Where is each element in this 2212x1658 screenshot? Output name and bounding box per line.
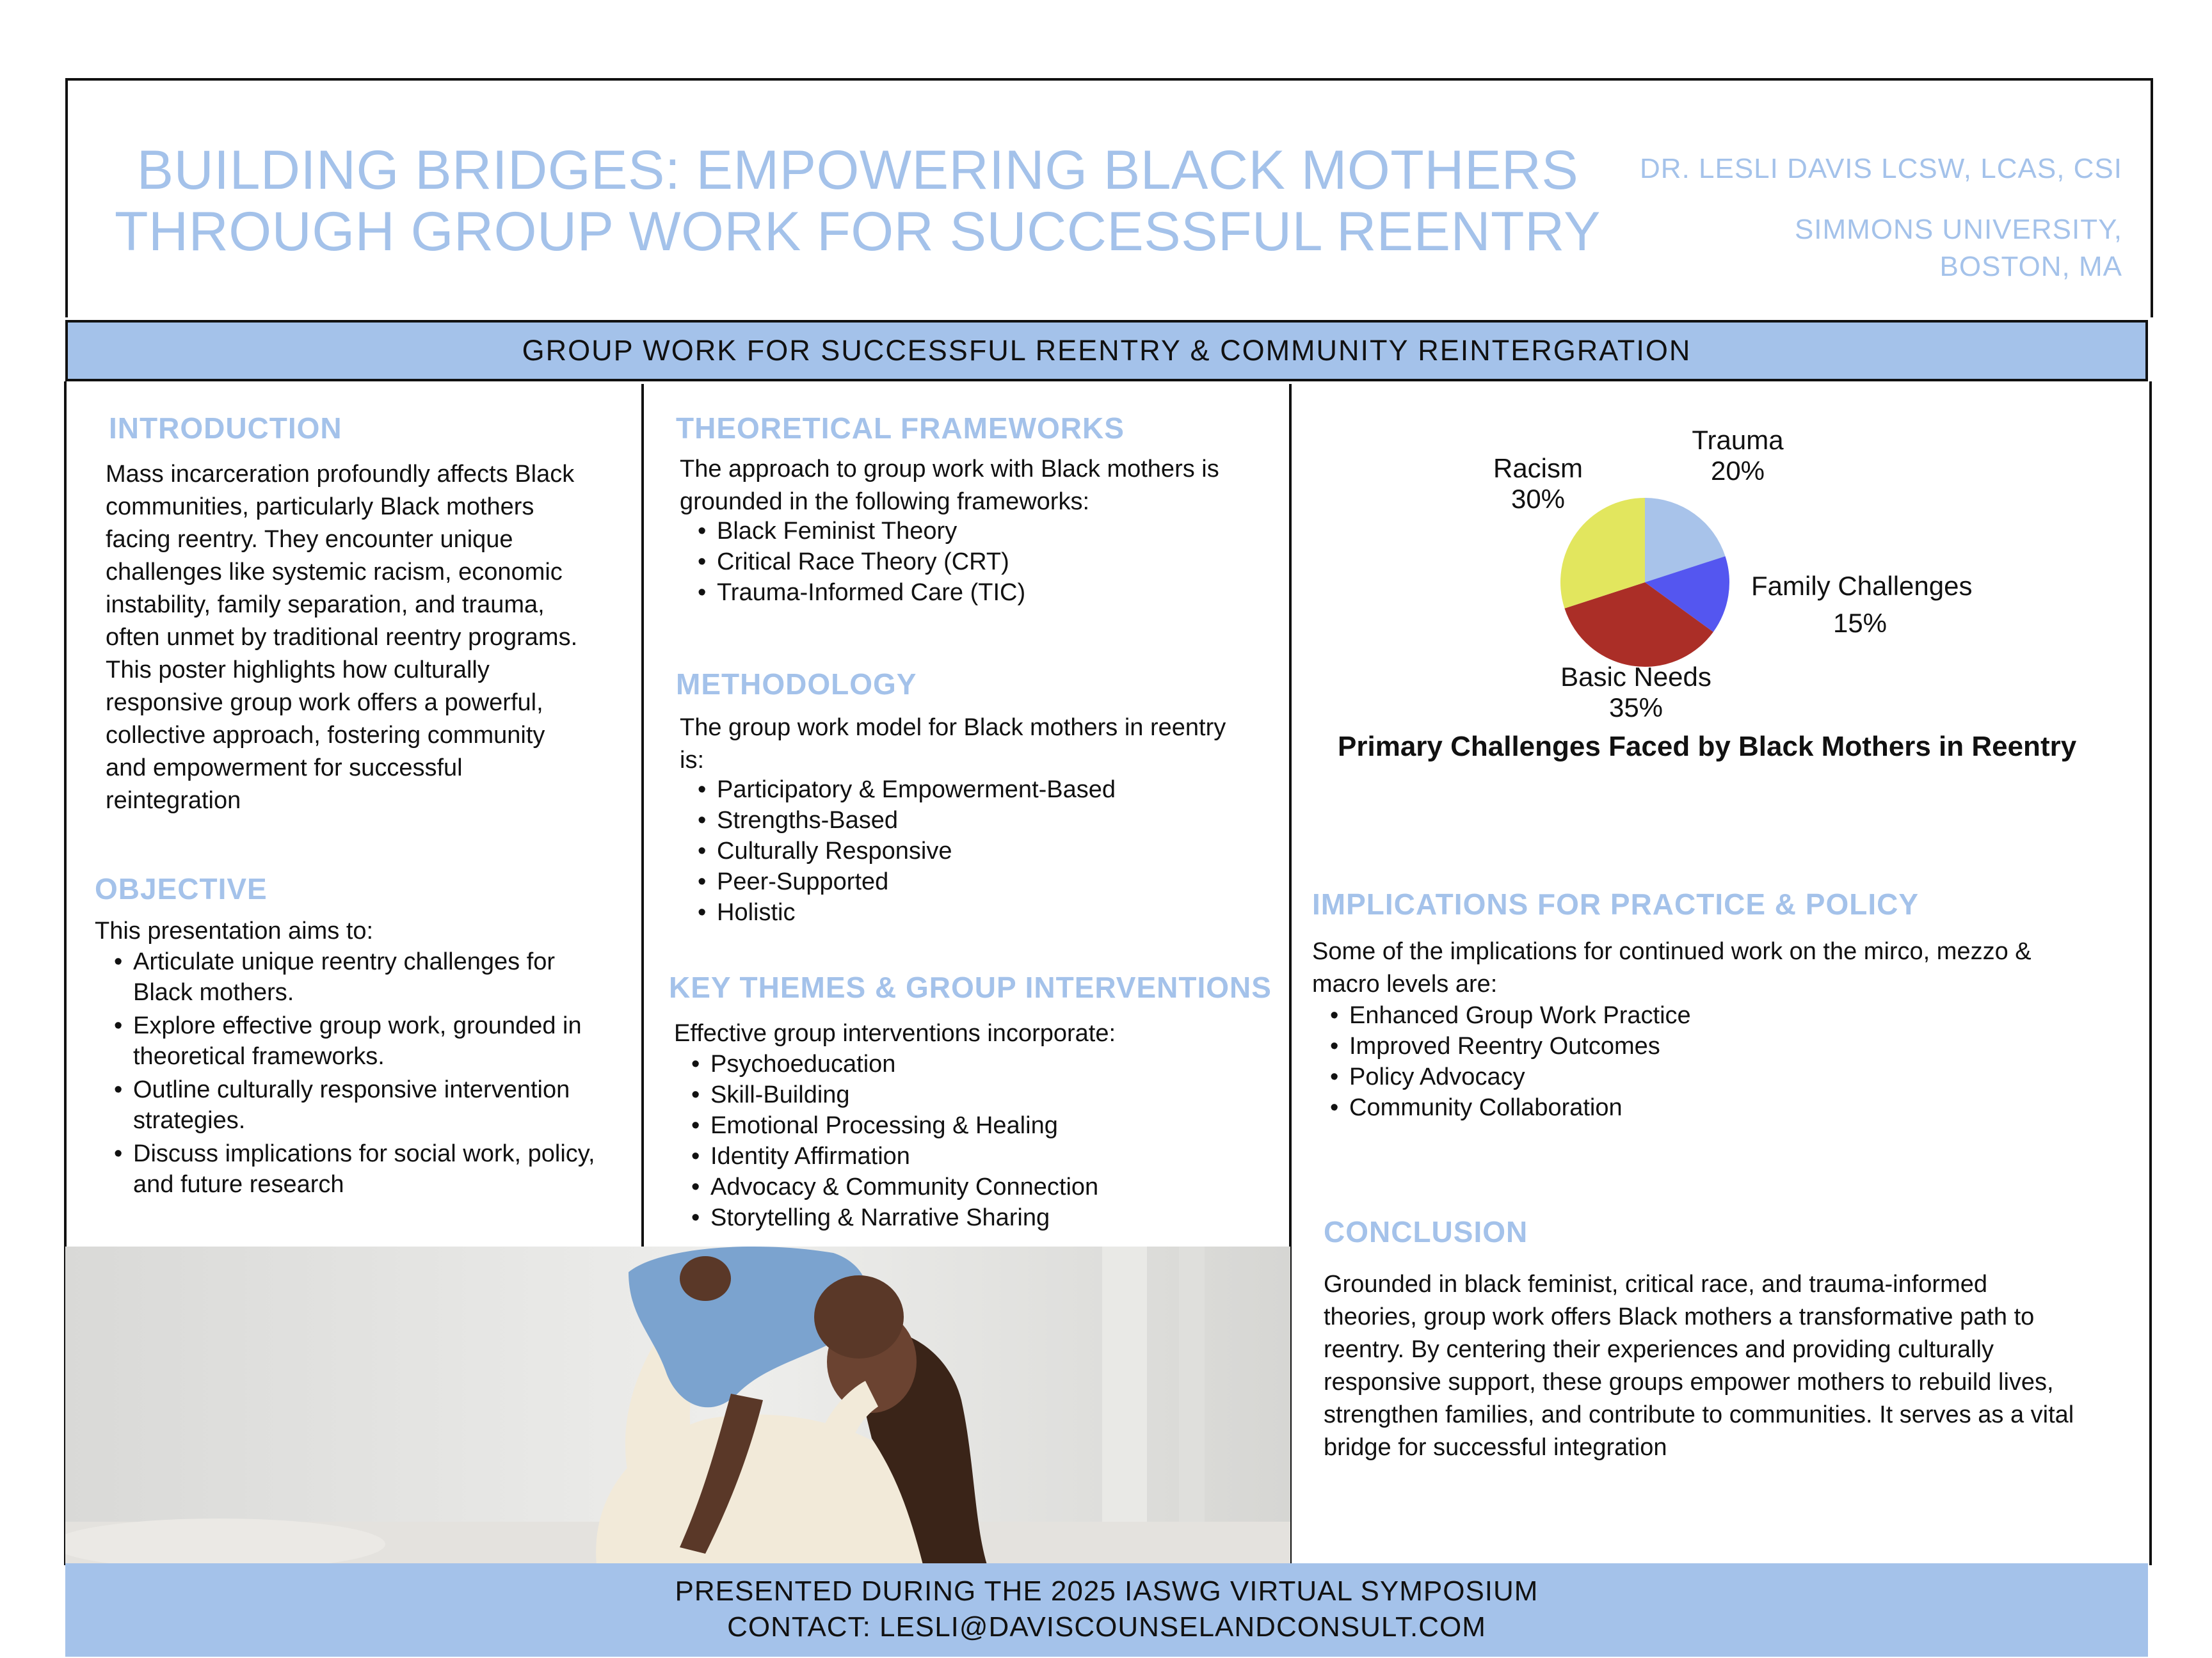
conclusion-body (1324, 1268, 2136, 1464)
conclusion-line: Grounded in black feminist, critical race, and trauma-informed (1324, 1271, 1988, 1298)
introduction-line: collective approach, fostering community (106, 722, 545, 749)
introduction-line: communities, particularly Black mothers (106, 493, 534, 520)
introduction-line: and empowerment for successful (106, 754, 463, 781)
objective-list (96, 946, 671, 1202)
introduction-line: This poster highlights how culturally (106, 657, 490, 683)
objective-item (133, 946, 671, 1008)
implication-item: • Community Collaboration (1349, 1092, 2117, 1123)
pie-label-trauma-value: 20% (1710, 456, 1765, 486)
methodology-heading: METHODOLOGY (676, 667, 917, 701)
chart-title: Primary Challenges Faced by Black Mothers in Reentry (1338, 731, 2077, 762)
objective-item (133, 1138, 671, 1200)
implication-item: • Policy Advocacy (1349, 1062, 2117, 1092)
objective-heading: OBJECTIVE (95, 872, 268, 905)
objective-intro: This presentation aims to: (95, 918, 374, 945)
implication-item: • Improved Reentry Outcomes (1349, 1031, 2117, 1062)
key-theme-item: • Skill-Building (710, 1080, 1306, 1110)
conclusion-line: reentry. By centering their experiences and providing culturally (1324, 1336, 1994, 1363)
introduction-body (106, 458, 637, 817)
methodology-item: • Participatory & Empowerment-Based (717, 774, 1306, 805)
methodology-item: • Culturally Responsive (717, 836, 1306, 866)
implications-intro (1312, 936, 2119, 1001)
implications-intro-line-2: macro levels are: (1312, 971, 1498, 998)
pie-label-racism-value: 30% (1511, 484, 1566, 514)
poster-title (96, 139, 1619, 262)
pie-label-racism (1490, 453, 1586, 514)
conclusion-line: bridge for successful integration (1324, 1434, 1667, 1461)
theoretical-item: • Trauma-Informed Care (TIC) (717, 577, 1306, 608)
methodology-list (680, 774, 1306, 928)
introduction-line: often unmet by traditional reentry programs. (106, 624, 578, 651)
author-name: DR. LESLI DAVIS LCSW, LCAS, CSI (1640, 153, 2122, 184)
introduction-line: reintegration (106, 787, 241, 814)
objective-item-line: • Discuss implications for social work, policy, (133, 1140, 595, 1167)
key-theme-item: • Psychoeducation (710, 1049, 1306, 1080)
title-line-1: BUILDING BRIDGES: EMPOWERING BLACK MOTHERS (136, 139, 1579, 201)
pie-label-basic-needs (1553, 662, 1719, 723)
introduction-line: instability, family separation, and trauma, (106, 591, 545, 618)
pie-label-trauma-name: Trauma (1692, 425, 1784, 455)
implication-item: • Enhanced Group Work Practice (1349, 1000, 2117, 1031)
pie-label-family (1751, 571, 1973, 639)
pie-label-racism-name: Racism (1493, 453, 1583, 483)
objective-item-line: and future research (133, 1171, 344, 1198)
theoretical-heading: THEORETICAL FRAMEWORKS (676, 411, 1125, 445)
conclusion-line: theories, group work offers Black mothers a transformative path to (1324, 1303, 2035, 1330)
footer-symposium: PRESENTED DURING THE 2025 IASWG VIRTUAL SYMPOSIUM (675, 1575, 1539, 1607)
introduction-line: facing reentry. They encounter unique (106, 526, 513, 553)
objective-item-line: • Outline culturally responsive intervention (133, 1076, 570, 1103)
affiliation-line-1: SIMMONS UNIVERSITY, (1794, 214, 2122, 245)
key-themes-heading: KEY THEMES & GROUP INTERVENTIONS (669, 971, 1272, 1004)
mother-and-baby-photo (65, 1247, 1290, 1565)
key-themes-list (673, 1049, 1306, 1233)
conclusion-line: responsive support, these groups empower mothers to rebuild lives, (1324, 1369, 2054, 1396)
introduction-line: Mass incarceration profoundly affects Black (106, 461, 575, 488)
methodology-item: • Strengths-Based (717, 805, 1306, 836)
objective-item-line: strategies. (133, 1107, 246, 1134)
introduction-heading: INTRODUCTION (109, 411, 342, 445)
theoretical-intro (680, 453, 1281, 518)
footer (65, 1563, 2148, 1657)
conclusion-line: strengthen families, and contribute to communities. It serves as a vital (1324, 1401, 2074, 1428)
affiliation-line-2: BOSTON, MA (1939, 251, 2122, 282)
theoretical-item: • Critical Race Theory (CRT) (717, 546, 1306, 577)
key-theme-item: • Emotional Processing & Healing (710, 1110, 1306, 1141)
pie-label-basic-needs-value: 35% (1608, 692, 1663, 722)
theoretical-intro-line-1: The approach to group work with Black mothers is (680, 456, 1219, 482)
pie-label-basic-needs-name: Basic Needs (1560, 662, 1711, 692)
implications-list (1312, 1000, 2117, 1123)
theoretical-list (680, 516, 1306, 608)
conclusion-heading: CONCLUSION (1324, 1215, 1528, 1248)
methodology-intro-line-1: The group work model for Black mothers in reentry (680, 714, 1226, 741)
key-themes-intro: Effective group interventions incorporate: (674, 1020, 1116, 1047)
pie-label-family-value: 15% (1832, 608, 1887, 638)
objective-item-line: • Articulate unique reentry challenges for (133, 948, 556, 975)
methodology-intro-line-2: is: (680, 747, 704, 774)
methodology-item: • Peer-Supported (717, 866, 1306, 897)
theoretical-item: • Black Feminist Theory (717, 516, 1306, 546)
objective-item-line: Black mothers. (133, 979, 294, 1006)
key-theme-item: • Storytelling & Narrative Sharing (710, 1202, 1306, 1233)
pie-label-family-name: Family Challenges (1751, 571, 1973, 601)
section-banner: GROUP WORK FOR SUCCESSFUL REENTRY & COMMUNITY REINTERGRATION (65, 320, 2148, 381)
key-theme-item: • Advocacy & Community Connection (710, 1172, 1306, 1202)
title-line-2: THROUGH GROUP WORK FOR SUCCESSFUL REENTRY (114, 201, 1601, 262)
introduction-line: responsive group work offers a powerful, (106, 689, 543, 716)
methodology-item: • Holistic (717, 897, 1306, 928)
theoretical-intro-line-2: grounded in the following frameworks: (680, 488, 1090, 515)
footer-contact: CONTACT: LESLI@DAVISCOUNSELANDCONSULT.COM (727, 1611, 1486, 1643)
pie-label-trauma (1690, 425, 1786, 486)
objective-item-line: theoretical frameworks. (133, 1043, 385, 1070)
introduction-line: challenges like systemic racism, economic (106, 559, 563, 586)
objective-item-line: • Explore effective group work, grounded in (133, 1012, 582, 1039)
objective-item (133, 1010, 671, 1072)
affiliation (1546, 211, 2122, 285)
methodology-intro (680, 712, 1281, 777)
key-theme-item: • Identity Affirmation (710, 1141, 1306, 1172)
objective-item (133, 1074, 671, 1136)
implications-heading: IMPLICATIONS FOR PRACTICE & POLICY (1312, 888, 1919, 921)
implications-intro-line-1: Some of the implications for continued work on the mirco, mezzo & (1312, 938, 2032, 965)
